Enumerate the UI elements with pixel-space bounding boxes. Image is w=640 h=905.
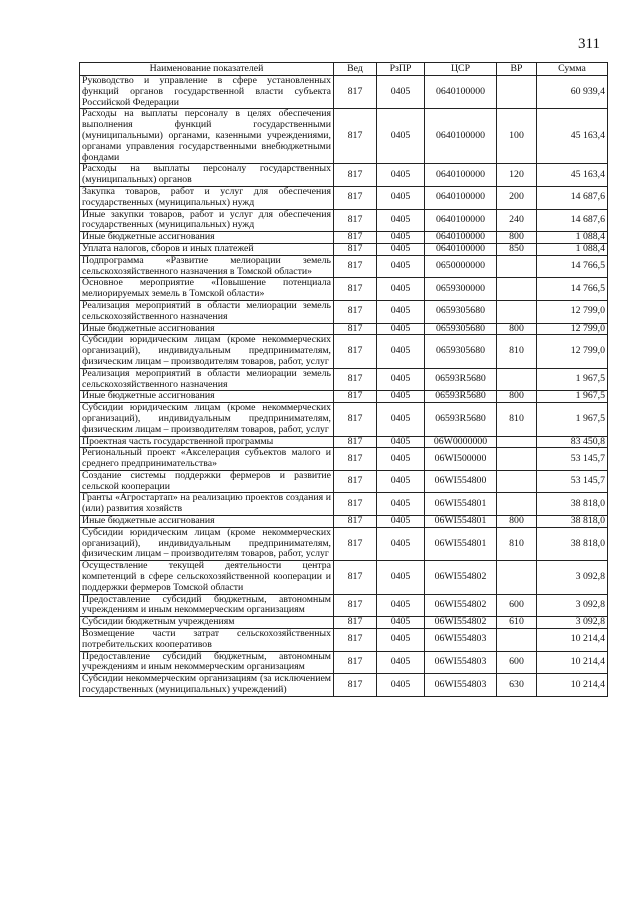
cell-ved: 817 [334,232,377,244]
table-row [80,186,608,209]
cell-csr: 06W0000000 [425,436,497,448]
cell-csr: 06WI554802 [425,561,497,594]
cell-sum: 45 163,4 [537,164,608,187]
cell-ved: 817 [334,164,377,187]
header-sum: Сумма [537,63,608,76]
table-row [80,391,608,403]
header-ved: Вед [334,63,377,76]
table-row [80,368,608,391]
cell-rzpr: 0405 [377,403,425,436]
cell-vr: 630 [497,674,537,697]
table-row [80,594,608,617]
cell-ved: 817 [334,561,377,594]
cell-vr [497,300,537,323]
cell-name: Гранты «Агростартап» на реализацию проектов создания и (или) развития хозяйств [80,493,334,516]
cell-name: Иные бюджетные ассигнования [80,516,334,528]
cell-ved: 817 [334,391,377,403]
cell-csr: 0640100000 [425,164,497,187]
cell-csr: 0640100000 [425,209,497,232]
cell-name: Проектная часть государственной программы [80,436,334,448]
cell-ved: 817 [334,527,377,560]
cell-sum: 60 939,4 [537,76,608,109]
page-number: 311 [578,36,600,52]
cell-vr: 800 [497,391,537,403]
cell-vr [497,368,537,391]
cell-rzpr: 0405 [377,209,425,232]
table-row [80,255,608,278]
cell-csr: 06WI554803 [425,629,497,652]
cell-sum: 12 799,0 [537,335,608,368]
table-body [80,76,608,697]
cell-csr: 06593R5680 [425,368,497,391]
header-name: Наименование показателей [80,63,334,76]
cell-vr: 800 [497,323,537,335]
cell-sum: 38 818,0 [537,527,608,560]
cell-sum: 53 145,7 [537,448,608,471]
cell-ved: 817 [334,109,377,164]
cell-sum: 38 818,0 [537,493,608,516]
cell-sum: 83 450,8 [537,436,608,448]
cell-name: Расходы на выплаты персоналу в целях обеспечения выполнения функций государственными (муниципальными) органами, казенными учреждениями, органами управления государственными внебюджетными фондами [80,109,334,164]
cell-name: Субсидии юридическим лицам (кроме некоммерческих организаций), индивидуальным предпринимателям, физическим лицам – производителям товаров, работ, услуг [80,403,334,436]
cell-name: Иные бюджетные ассигнования [80,323,334,335]
table-row [80,448,608,471]
cell-name: Уплата налогов, сборов и иных платежей [80,243,334,255]
cell-rzpr: 0405 [377,300,425,323]
cell-rzpr: 0405 [377,561,425,594]
cell-name: Предоставление субсидий бюджетным, автономным учреждениям и иным некоммерческим организациям [80,594,334,617]
cell-rzpr: 0405 [377,243,425,255]
cell-rzpr: 0405 [377,278,425,301]
cell-csr: 0640100000 [425,243,497,255]
cell-name: Основное мероприятие «Повышение потенциала мелиорируемых земель в Томской области» [80,278,334,301]
cell-ved: 817 [334,516,377,528]
cell-name: Субсидии бюджетным учреждениям [80,617,334,629]
cell-csr: 0659305680 [425,323,497,335]
cell-sum: 14 766,5 [537,255,608,278]
cell-sum: 1 967,5 [537,391,608,403]
cell-vr [497,255,537,278]
cell-rzpr: 0405 [377,516,425,528]
table-row [80,561,608,594]
cell-name: Иные закупки товаров, работ и услуг для обеспечения государственных (муниципальных) нужд [80,209,334,232]
cell-ved: 817 [334,403,377,436]
cell-csr: 06WI554803 [425,674,497,697]
table-row [80,300,608,323]
header-rzpr: РзПР [377,63,425,76]
cell-ved: 817 [334,335,377,368]
cell-name: Иные бюджетные ассигнования [80,391,334,403]
table-row [80,436,608,448]
cell-rzpr: 0405 [377,493,425,516]
table-row [80,243,608,255]
cell-rzpr: 0405 [377,436,425,448]
cell-rzpr: 0405 [377,617,425,629]
cell-vr: 120 [497,164,537,187]
cell-rzpr: 0405 [377,323,425,335]
cell-sum: 53 145,7 [537,470,608,493]
cell-name: Осуществление текущей деятельности центра компетенций в сфере сельскохозяйственной кооперации и поддержки фермеров Томской области [80,561,334,594]
cell-sum: 1 967,5 [537,368,608,391]
cell-csr: 06WI500000 [425,448,497,471]
cell-name: Региональный проект «Акселерация субъектов малого и среднего предпринимательства» [80,448,334,471]
cell-rzpr: 0405 [377,674,425,697]
table-row [80,164,608,187]
cell-ved: 817 [334,470,377,493]
cell-csr: 06593R5680 [425,391,497,403]
cell-csr: 0659305680 [425,335,497,368]
cell-name: Закупка товаров, работ и услуг для обеспечения государственных (муниципальных) нужд [80,186,334,209]
cell-csr: 0640100000 [425,76,497,109]
cell-rzpr: 0405 [377,368,425,391]
table-row [80,323,608,335]
cell-vr: 800 [497,516,537,528]
cell-rzpr: 0405 [377,186,425,209]
cell-ved: 817 [334,651,377,674]
cell-vr [497,493,537,516]
cell-csr: 0659305680 [425,300,497,323]
cell-rzpr: 0405 [377,470,425,493]
cell-name: Субсидии юридическим лицам (кроме некоммерческих организаций), индивидуальным предпринимателям, физическим лицам – производителям товаров, работ, услуг [80,527,334,560]
cell-sum: 38 818,0 [537,516,608,528]
cell-ved: 817 [334,76,377,109]
cell-ved: 817 [334,617,377,629]
cell-csr: 06WI554800 [425,470,497,493]
cell-ved: 817 [334,278,377,301]
cell-rzpr: 0405 [377,335,425,368]
cell-ved: 817 [334,300,377,323]
table-row [80,493,608,516]
cell-ved: 817 [334,674,377,697]
table-row [80,335,608,368]
cell-ved: 817 [334,255,377,278]
cell-vr: 810 [497,403,537,436]
cell-csr: 0640100000 [425,232,497,244]
cell-vr [497,561,537,594]
cell-rzpr: 0405 [377,651,425,674]
cell-sum: 14 687,6 [537,209,608,232]
cell-vr: 810 [497,335,537,368]
cell-csr: 06593R5680 [425,403,497,436]
cell-rzpr: 0405 [377,391,425,403]
budget-table [79,62,608,697]
cell-rzpr: 0405 [377,594,425,617]
cell-vr: 600 [497,651,537,674]
cell-vr: 850 [497,243,537,255]
cell-ved: 817 [334,243,377,255]
cell-name: Создание системы поддержки фермеров и развитие сельской кооперации [80,470,334,493]
cell-vr [497,448,537,471]
cell-vr [497,278,537,301]
cell-sum: 3 092,8 [537,561,608,594]
cell-name: Реализация мероприятий в области мелиорации земель сельскохозяйственного назначения [80,368,334,391]
table-row [80,403,608,436]
cell-sum: 10 214,4 [537,651,608,674]
table-row [80,109,608,164]
cell-ved: 817 [334,448,377,471]
table-row [80,674,608,697]
cell-csr: 06WI554801 [425,516,497,528]
header-csr: ЦСР [425,63,497,76]
cell-ved: 817 [334,209,377,232]
cell-name: Субсидии некоммерческим организациям (за исключением государственных (муниципальных) учреждений) [80,674,334,697]
table-header-row [80,63,608,76]
cell-sum: 1 967,5 [537,403,608,436]
table-row [80,527,608,560]
cell-sum: 1 088,4 [537,243,608,255]
cell-ved: 817 [334,186,377,209]
cell-name: Предоставление субсидий бюджетным, автономным учреждениям и иным некоммерческим организациям [80,651,334,674]
table-row [80,516,608,528]
cell-vr [497,629,537,652]
cell-ved: 817 [334,629,377,652]
cell-rzpr: 0405 [377,109,425,164]
cell-sum: 12 799,0 [537,300,608,323]
cell-sum: 3 092,8 [537,594,608,617]
cell-rzpr: 0405 [377,232,425,244]
cell-name: Расходы на выплаты персоналу государственных (муниципальных) органов [80,164,334,187]
cell-rzpr: 0405 [377,255,425,278]
cell-name: Иные бюджетные ассигнования [80,232,334,244]
cell-csr: 06WI554803 [425,651,497,674]
cell-csr: 06WI554802 [425,594,497,617]
cell-sum: 14 766,5 [537,278,608,301]
cell-ved: 817 [334,368,377,391]
table-row [80,470,608,493]
cell-vr: 200 [497,186,537,209]
cell-ved: 817 [334,323,377,335]
cell-rzpr: 0405 [377,164,425,187]
cell-ved: 817 [334,493,377,516]
cell-csr: 06WI554801 [425,527,497,560]
cell-sum: 10 214,4 [537,674,608,697]
cell-vr: 100 [497,109,537,164]
table-row [80,629,608,652]
cell-vr: 240 [497,209,537,232]
cell-csr: 0640100000 [425,186,497,209]
cell-sum: 45 163,4 [537,109,608,164]
table-row [80,76,608,109]
cell-rzpr: 0405 [377,448,425,471]
cell-rzpr: 0405 [377,527,425,560]
cell-name: Возмещение части затрат сельскохозяйственных потребительских кооперативов [80,629,334,652]
cell-ved: 817 [334,594,377,617]
table-row [80,232,608,244]
cell-ved: 817 [334,436,377,448]
cell-name: Подпрограмма «Развитие мелиорации земель сельскохозяйственного назначения в Томской области» [80,255,334,278]
table-row [80,209,608,232]
header-vr: ВР [497,63,537,76]
table-row [80,617,608,629]
cell-sum: 12 799,0 [537,323,608,335]
cell-vr [497,436,537,448]
cell-csr: 0659300000 [425,278,497,301]
cell-name: Реализация мероприятий в области мелиорации земель сельскохозяйственного назначения [80,300,334,323]
cell-vr [497,470,537,493]
cell-csr: 06WI554802 [425,617,497,629]
cell-vr: 610 [497,617,537,629]
cell-sum: 14 687,6 [537,186,608,209]
cell-name: Субсидии юридическим лицам (кроме некоммерческих организаций), индивидуальным предпринимателям, физическим лицам – производителям товаров, работ, услуг [80,335,334,368]
cell-vr [497,76,537,109]
cell-sum: 10 214,4 [537,629,608,652]
cell-rzpr: 0405 [377,76,425,109]
cell-csr: 0640100000 [425,109,497,164]
cell-vr: 800 [497,232,537,244]
cell-sum: 1 088,4 [537,232,608,244]
table-row [80,651,608,674]
cell-csr: 06WI554801 [425,493,497,516]
cell-rzpr: 0405 [377,629,425,652]
cell-vr: 810 [497,527,537,560]
cell-csr: 0650000000 [425,255,497,278]
cell-vr: 600 [497,594,537,617]
cell-sum: 3 092,8 [537,617,608,629]
cell-name: Руководство и управление в сфере установленных функций органов государственной власти субъекта Российской Федерации [80,76,334,109]
table-row [80,278,608,301]
